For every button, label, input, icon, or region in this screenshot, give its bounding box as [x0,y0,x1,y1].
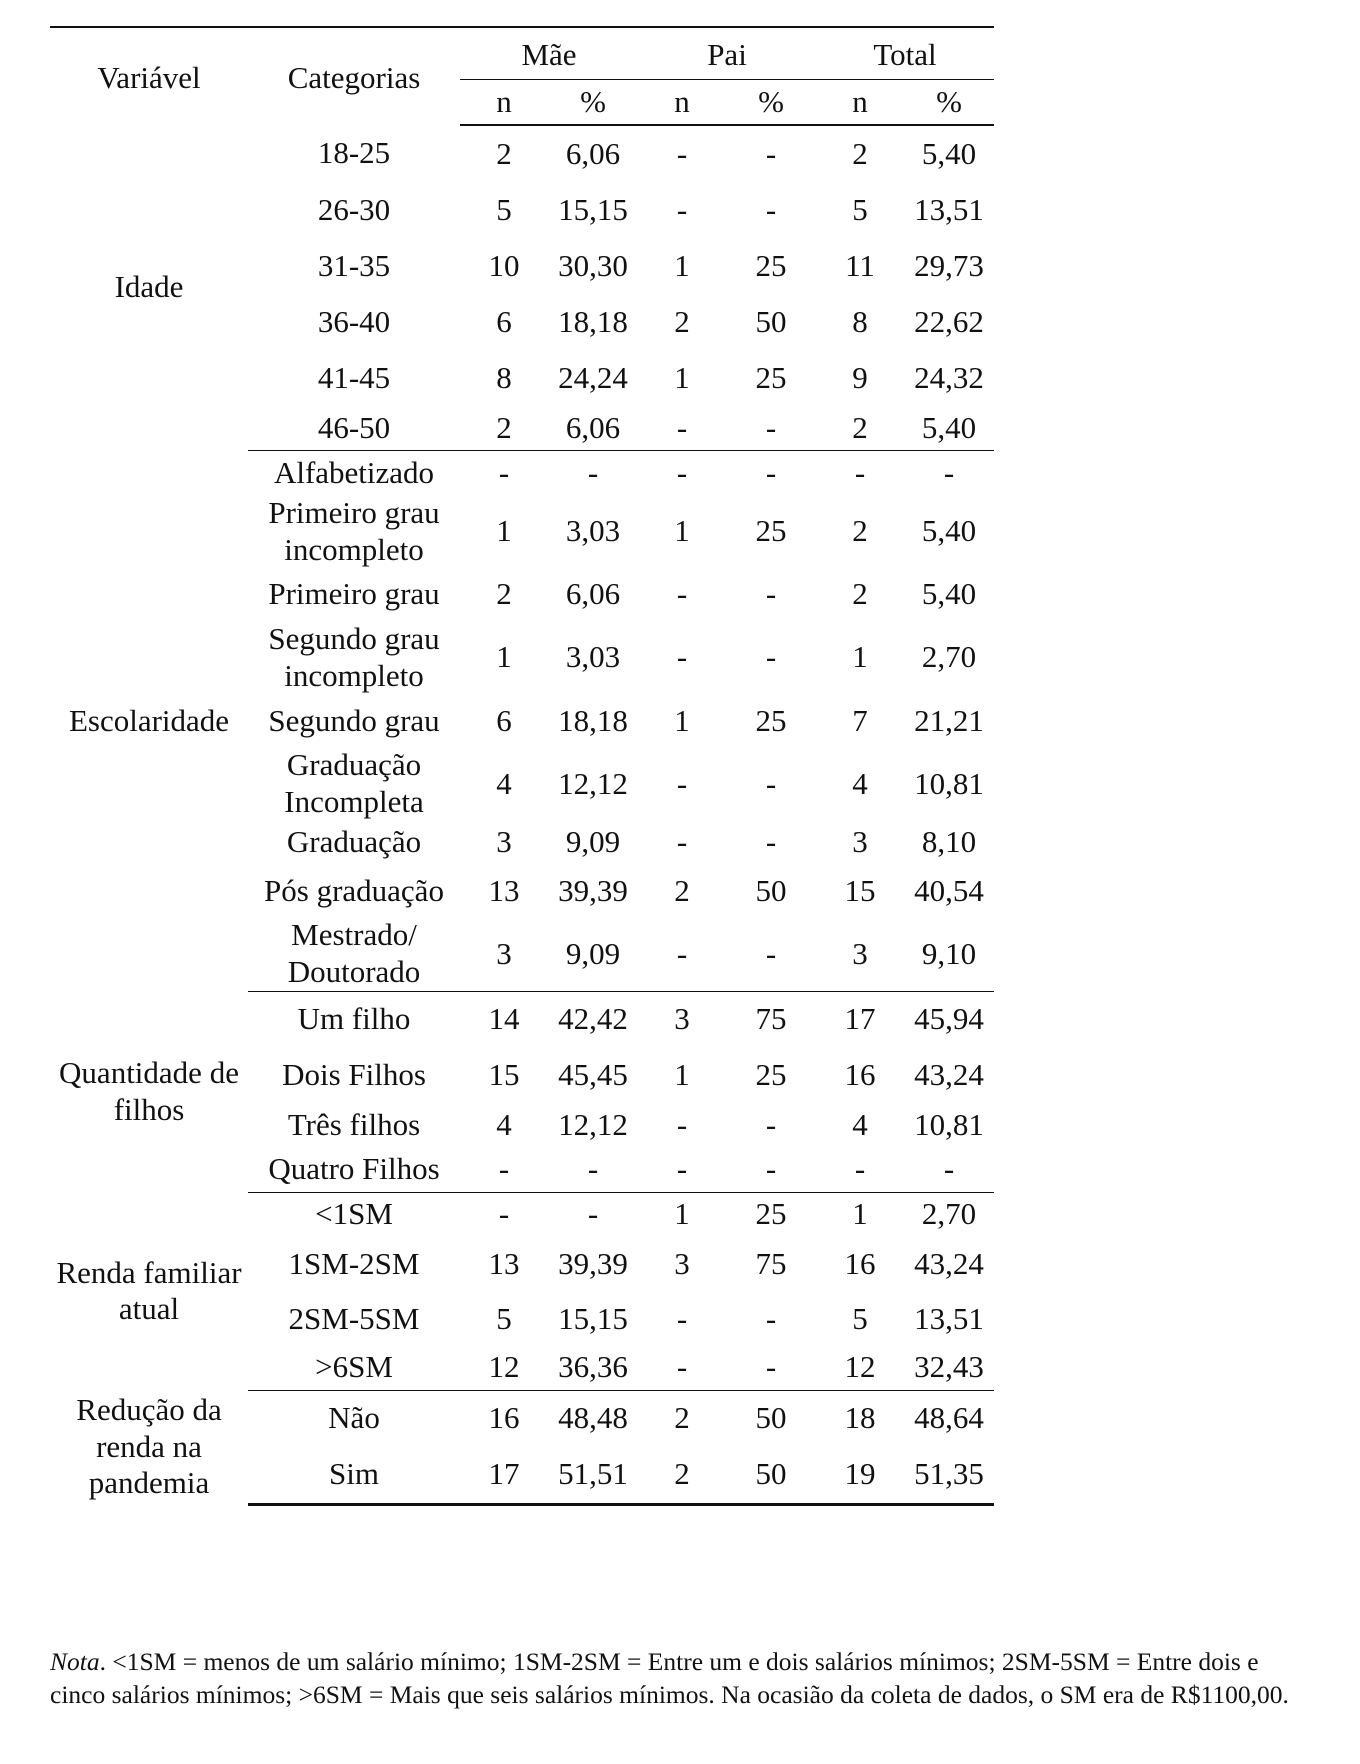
mae-n-cell: 14 [460,991,548,1048]
mae-pct-cell: 9,09 [565,935,621,971]
table-header [50,27,994,125]
variable-cell: Escolaridade [68,702,230,738]
total-pct-cell: 45,94 [904,991,994,1048]
pai-pct-cell: 50 [726,1447,816,1505]
pai-pct-cell: - [765,824,777,860]
header-variavel: Variável [50,27,248,125]
mae-pct-cell: - [587,1151,599,1187]
category-cell: >6SM [315,1349,393,1385]
total-n-cell: 16 [844,1246,876,1282]
header-group-mae: Mãe [460,27,638,80]
mae-n-cell: 8 [496,359,512,395]
pai-pct-cell: - [765,1151,777,1187]
pai-n-cell: - [676,639,688,675]
pai-n-cell: - [676,1151,688,1187]
category-cell: <1SM [248,1192,460,1237]
category-cell: Primeiro grau [268,576,440,612]
mae-pct-cell: 6,06 [565,135,621,171]
total-n-cell: 12 [844,1349,876,1385]
category-cell: Graduação [286,824,422,860]
pai-pct-cell: - [765,935,777,971]
total-pct-cell: 13,51 [914,1300,984,1336]
mae-pct-cell: 12,12 [558,1107,628,1143]
pai-n-cell: - [676,191,688,227]
pai-pct-cell: 25 [726,1192,816,1237]
mae-pct-cell: 3,03 [565,639,621,675]
category-cell: Não [248,1390,460,1447]
mae-pct-cell: 24,24 [558,359,628,395]
mae-pct-cell: 6,06 [565,409,621,445]
total-pct-cell: 5,40 [921,409,977,445]
total-n-cell: - [816,451,904,496]
mae-n-cell: 4 [496,765,512,801]
pai-n-cell: 1 [674,513,690,549]
total-pct-cell: 51,35 [904,1447,994,1505]
pai-n-cell: 1 [638,1192,726,1237]
pai-pct-cell: 25 [755,247,787,283]
pai-pct-cell: 25 [755,702,787,738]
total-pct-cell: - [943,1151,955,1187]
pai-pct-cell: 50 [755,872,787,908]
mae-n-cell: 2 [496,135,512,171]
mae-pct-cell: 48,48 [548,1390,638,1447]
pai-n-cell: 2 [674,872,690,908]
pai-n-cell: 1 [674,1057,690,1093]
total-pct-cell: 21,21 [914,702,984,738]
header-group-pai: Pai [638,27,816,80]
mae-pct-cell: 51,51 [548,1447,638,1505]
total-pct-cell: 10,81 [914,1107,984,1143]
pai-pct-cell: - [765,409,777,445]
header-categorias: Categorias [248,27,460,125]
total-n-cell: 4 [852,765,868,801]
mae-pct-cell: 9,09 [565,824,621,860]
note-label: Nota [50,1647,100,1676]
mae-n-cell: 1 [496,513,512,549]
category-cell: Segundo grau [268,702,440,738]
pai-pct-cell: - [765,191,777,227]
mae-pct-cell: 15,15 [558,191,628,227]
pai-pct-cell: - [765,765,777,801]
total-pct-cell: 22,62 [914,303,984,339]
category-cell: Mestrado/ Doutorado [287,917,421,990]
mae-pct-cell: 30,30 [558,247,628,283]
category-cell: 2SM-5SM [288,1300,420,1336]
mae-n-cell: 2 [496,576,512,612]
total-n-cell: 4 [852,1107,868,1143]
mae-pct-cell: 18,18 [558,702,628,738]
total-pct-cell: 9,10 [921,935,977,971]
total-n-cell: 9 [852,359,868,395]
mae-pct-cell: 15,15 [558,1300,628,1336]
mae-pct-cell: 12,12 [558,765,628,801]
total-n-cell: 3 [852,824,868,860]
mae-pct-cell: - [548,1192,638,1237]
header-pai-n: n [638,80,726,126]
mae-n-cell: 6 [496,702,512,738]
total-pct-cell: 5,40 [921,135,977,171]
pai-pct-cell: 50 [726,1390,816,1447]
pai-n-cell: 3 [674,1246,690,1282]
total-n-cell: 17 [816,991,904,1048]
category-cell: Três filhos [287,1107,421,1143]
mae-n-cell: 10 [488,247,520,283]
category-cell: Graduação Incompleta [284,747,424,819]
category-cell: 26-30 [317,191,391,227]
pai-n-cell: - [676,409,688,445]
variable-cell: Redução da renda na pandemia [76,1392,222,1501]
total-pct-cell: 24,32 [914,359,984,395]
mae-pct-cell: 18,18 [558,303,628,339]
mae-n-cell: 3 [496,824,512,860]
table-note [50,1645,1312,1711]
header-pai-pct: % [726,80,816,126]
pai-pct-cell: - [765,1349,777,1385]
demographics-table [50,26,994,1506]
total-pct-cell: - [904,451,994,496]
mae-n-cell: 3 [496,935,512,971]
header-mae-n: n [460,80,548,126]
category-cell: Alfabetizado [248,451,460,496]
variable-cell: Idade [114,269,184,305]
total-pct-cell: 8,10 [921,824,977,860]
mae-n-cell: 4 [496,1107,512,1143]
category-cell: Sim [248,1447,460,1505]
pai-n-cell: - [638,451,726,496]
mae-pct-cell: 39,39 [558,872,628,908]
mae-pct-cell: 36,36 [558,1349,628,1385]
total-pct-cell: 5,40 [921,513,977,549]
total-pct-cell: 10,81 [914,765,984,801]
header-total-pct: % [904,80,994,126]
total-n-cell: 15 [844,872,876,908]
demographics-table-container [50,26,992,1506]
mae-pct-cell: 3,03 [565,513,621,549]
pai-pct-cell: 25 [755,513,787,549]
mae-n-cell: 5 [496,191,512,227]
pai-pct-cell: - [726,451,816,496]
category-cell: Pós graduação [264,872,444,908]
header-mae-pct: % [548,80,638,126]
total-n-cell: 18 [816,1390,904,1447]
pai-pct-cell: - [765,639,777,675]
category-cell: 41-45 [317,359,391,395]
total-pct-cell: 40,54 [914,872,984,908]
category-cell: 46-50 [317,409,391,445]
total-n-cell: 2 [852,409,868,445]
pai-pct-cell: - [765,1107,777,1143]
total-pct-cell: 5,40 [921,576,977,612]
category-cell: 18-25 [317,135,391,171]
mae-n-cell: 6 [496,303,512,339]
mae-n-cell: - [498,1151,510,1187]
table-row [50,1390,994,1447]
pai-pct-cell: - [765,576,777,612]
total-n-cell: 1 [852,639,868,675]
total-n-cell: 1 [816,1192,904,1237]
mae-n-cell: - [460,1192,548,1237]
pai-n-cell: 1 [674,359,690,395]
mae-n-cell: 1 [496,639,512,675]
pai-n-cell: - [676,1300,688,1336]
mae-n-cell: - [460,451,548,496]
total-n-cell: 2 [852,135,868,171]
pai-n-cell: - [676,1349,688,1385]
pai-pct-cell: 25 [755,359,787,395]
category-cell: 36-40 [317,303,391,339]
total-n-cell: 5 [852,191,868,227]
mae-pct-cell: 6,06 [565,576,621,612]
pai-n-cell: - [676,1107,688,1143]
total-n-cell: 19 [816,1447,904,1505]
mae-pct-cell: - [548,451,638,496]
total-pct-cell: 43,24 [914,1246,984,1282]
table-row [50,125,994,182]
mae-n-cell: 5 [496,1300,512,1336]
table-row [50,451,994,496]
total-pct-cell: 2,70 [904,1192,994,1237]
total-n-cell: 2 [852,576,868,612]
total-pct-cell: 2,70 [921,639,977,675]
pai-pct-cell: 50 [755,303,787,339]
pai-pct-cell: - [765,1300,777,1336]
header-group-total: Total [816,27,994,80]
category-cell: Quatro Filhos [268,1151,440,1187]
pai-pct-cell: 25 [755,1057,787,1093]
mae-n-cell: 15 [488,1057,520,1093]
total-pct-cell: 43,24 [914,1057,984,1093]
mae-pct-cell: 39,39 [558,1246,628,1282]
total-pct-cell: 32,43 [914,1349,984,1385]
pai-n-cell: - [676,135,688,171]
pai-n-cell: - [676,765,688,801]
category-cell: 1SM-2SM [288,1246,420,1282]
mae-n-cell: 12 [488,1349,520,1385]
category-cell: Segundo grau incompleto [268,621,440,693]
total-pct-cell: 29,73 [914,247,984,283]
category-cell: Primeiro grau incompleto [268,495,440,567]
category-cell: 31-35 [317,247,391,283]
pai-n-cell: 1 [674,702,690,738]
header-total-n: n [816,80,904,126]
note-text: . <1SM = menos de um salário mínimo; 1SM-2SM = Entre um e dois salários mínimos; 2SM-5SM = Entre dois e cinco salários mínimos; >6SM = Mais que seis salários mínimos. Na ocasião da coleta de dados, o SM era de R$1100,00. [50,1647,1289,1710]
mae-n-cell: 17 [460,1447,548,1505]
total-pct-cell: 48,64 [904,1390,994,1447]
pai-pct-cell: - [765,135,777,171]
total-n-cell: - [854,1151,866,1187]
total-n-cell: 2 [852,513,868,549]
pai-n-cell: 2 [638,1390,726,1447]
mae-pct-cell: 42,42 [548,991,638,1048]
table-body [50,125,994,1504]
header-row-groups [50,27,994,80]
category-cell: Dois Filhos [282,1057,426,1093]
pai-n-cell: 3 [638,991,726,1048]
total-pct-cell: 13,51 [914,191,984,227]
table-row [50,991,994,1048]
mae-n-cell: 13 [488,1246,520,1282]
pai-pct-cell: 75 [755,1246,787,1282]
pai-n-cell: - [676,576,688,612]
mae-n-cell: 13 [488,872,520,908]
pai-pct-cell: 75 [726,991,816,1048]
variable-cell: Renda familiar atual [56,1254,242,1327]
pai-n-cell: 2 [674,303,690,339]
mae-n-cell: 2 [496,409,512,445]
pai-n-cell: 1 [674,247,690,283]
mae-n-cell: 16 [460,1390,548,1447]
pai-n-cell: 2 [638,1447,726,1505]
total-n-cell: 5 [852,1300,868,1336]
total-n-cell: 7 [852,702,868,738]
pai-n-cell: - [676,935,688,971]
total-n-cell: 8 [852,303,868,339]
pai-n-cell: - [676,824,688,860]
table-row [50,1192,994,1237]
category-cell: Um filho [248,991,460,1048]
total-n-cell: 11 [845,247,875,283]
total-n-cell: 3 [852,935,868,971]
total-n-cell: 16 [844,1057,876,1093]
mae-pct-cell: 45,45 [558,1057,628,1093]
variable-cell: Quantidade de filhos [59,1055,239,1127]
